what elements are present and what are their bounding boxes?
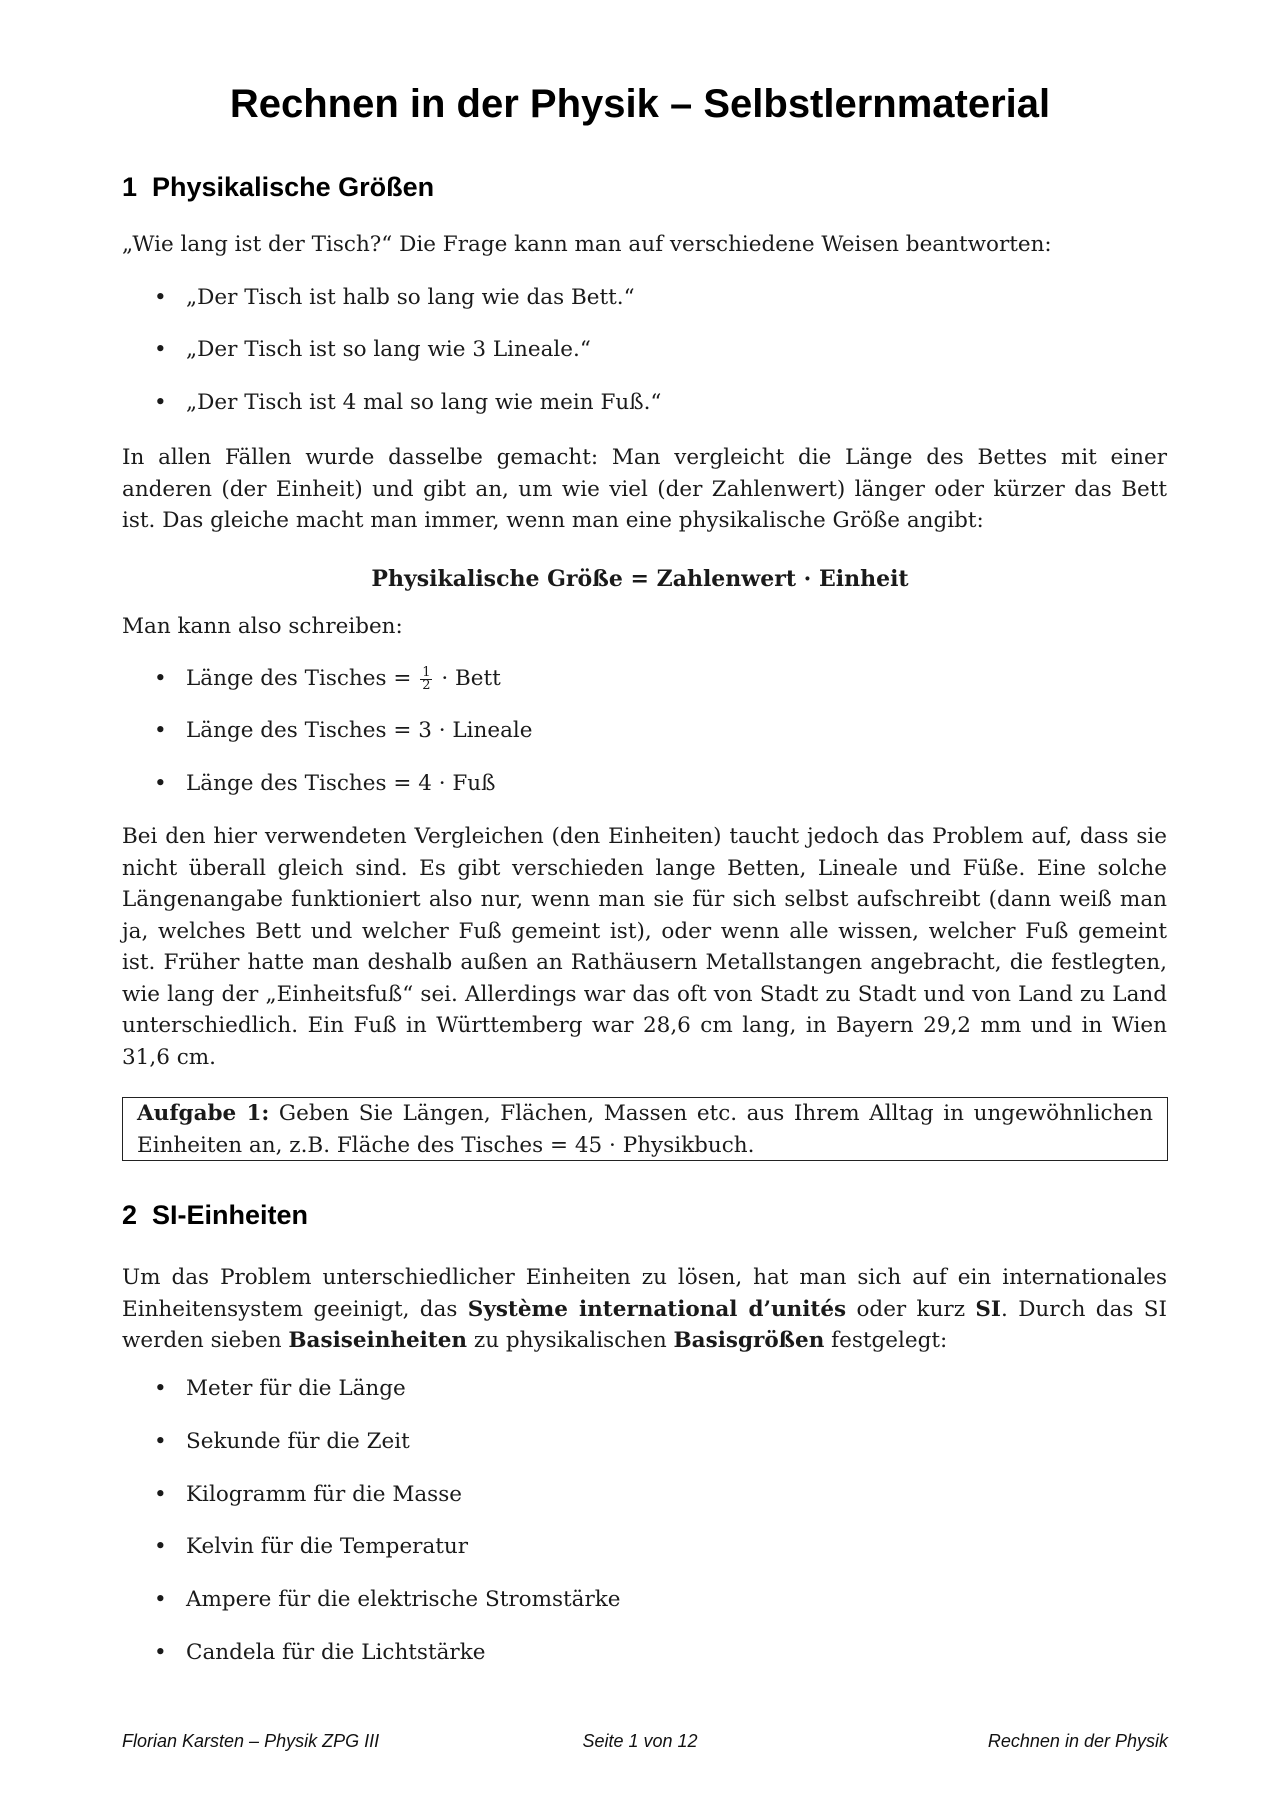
list-item-text: Sekunde für die Zeit: [186, 1429, 410, 1454]
list-item-text: Länge des Tisches = 4 · Fuß: [186, 771, 496, 796]
list-item-text: „Der Tisch ist halb so lang wie das Bett.“: [186, 285, 635, 310]
section-1-number: 1: [122, 172, 138, 202]
list-item: [154, 718, 533, 743]
section-1-heading: [122, 172, 434, 203]
footer-author: Florian Karsten – Physik ZPG III: [122, 1731, 380, 1751]
bullet-icon: •: [154, 718, 167, 743]
list-item-text: Länge des Tisches = 3 · Lineale: [186, 718, 533, 743]
task-text: Geben Sie Längen, Flächen, Massen etc. aus Ihrem Alltag in ungewöhnlichen Einheiten an, z.B. Fläche des Tisches = 45 · Physikbuch.: [137, 1101, 1153, 1158]
list-item: [154, 1534, 468, 1559]
list-item: [154, 1640, 485, 1665]
text-run-bold: Basiseinheiten: [288, 1328, 468, 1353]
list-item: [154, 285, 635, 310]
bullet-icon: •: [154, 337, 167, 362]
section-1-explanation: In allen Fällen wurde dasselbe gemacht: Man vergleicht die Länge des Bettes mit einer anderen (der Einheit) und gibt an, um wie viel (der Zahlenwert) länger oder kürzer das Bett ist. Das gleiche macht man immer, wenn man eine physikalische Größe angibt:: [122, 445, 1167, 533]
list-item-text: „Der Tisch ist so lang wie 3 Lineale.“: [186, 337, 591, 362]
list-item-text: „Der Tisch ist 4 mal so lang wie mein Fuß.“: [186, 390, 662, 415]
text-run: . Durch das SI werden sieben: [122, 1296, 1168, 1353]
list-item: [154, 337, 591, 362]
list-item-text: · Bett: [434, 666, 501, 691]
text-run-bold: SI: [975, 1296, 1001, 1322]
list-item: [154, 1376, 406, 1401]
list-item-text: Länge des Tisches =: [186, 666, 419, 691]
examples-lead: Man kann also schreiben:: [122, 614, 403, 639]
list-item-text: Kilogramm für die Masse: [186, 1482, 462, 1507]
task-label: Aufgabe 1:: [137, 1101, 270, 1126]
bullet-icon: •: [154, 1482, 167, 1507]
formula: Physikalische Größe = Zahlenwert · Einheit: [371, 566, 909, 592]
bullet-icon: •: [154, 285, 167, 310]
fraction: [420, 664, 432, 693]
section-1-intro: „Wie lang ist der Tisch?“ Die Frage kann man auf verschiedene Weisen beantworten:: [122, 232, 1052, 257]
bullet-icon: •: [154, 1534, 167, 1559]
text-run: Um das Problem unterschiedlicher Einheiten zu lösen, hat man sich auf ein internationales Einheitensystem geeinigt, das: [122, 1265, 1167, 1322]
text-run: festgelegt:: [824, 1328, 948, 1353]
footer-page-number: Seite 1 von 12: [582, 1731, 698, 1751]
section-2-number: 2: [122, 1200, 138, 1230]
document-title: Rechnen in der Physik – Selbstlernmaterial: [229, 82, 1051, 126]
list-item: [154, 1482, 462, 1507]
bullet-icon: •: [154, 771, 167, 796]
section-2-paragraph: [122, 1262, 1167, 1357]
section-1-title: Physikalische Größen: [152, 172, 435, 202]
list-item-text: Kelvin für die Temperatur: [186, 1534, 469, 1559]
text-run: zu physikalischen: [467, 1328, 674, 1353]
bullet-icon: •: [154, 390, 167, 415]
list-item: [154, 1587, 620, 1612]
fraction-denominator: 2: [422, 677, 431, 693]
list-item-text: Candela für die Lichtstärke: [186, 1640, 486, 1665]
bullet-icon: •: [154, 666, 167, 691]
section-1-paragraph: Bei den hier verwendeten Vergleichen (den Einheiten) taucht jedoch das Problem auf, dass sie nicht überall gleich sind. Es gibt verschieden lange Betten, Lineale und Füße. Eine solche Längenangabe funktioniert also nur, wenn man sie für sich selbst aufschreibt (dann weiß man ja, welches Bett und welcher Fuß gemeint ist), oder wenn alle wissen, welcher Fuß gemeint ist. Früher hatte man deshalb außen an Rathäusern Metallstangen angebracht, die festlegten, wie lang der „Einheitsfuß“ sei. Allerdings war das oft von Stadt zu Stadt und von Land zu Land unterschiedlich. Ein Fuß in Württemberg war 28,6 cm lang, in Bayern 29,2 mm und in Wien 31,6 cm.: [122, 824, 1167, 1070]
text-run-bold: Système international d’unités: [467, 1296, 847, 1322]
list-item-text: Meter für die Länge: [186, 1376, 406, 1401]
bullet-icon: •: [154, 1587, 167, 1612]
footer-doc-title: Rechnen in der Physik: [987, 1731, 1168, 1751]
list-item: [154, 771, 496, 796]
text-run: oder kurz: [846, 1296, 976, 1322]
section-2-heading: [122, 1200, 308, 1231]
task-box: [122, 1097, 1168, 1161]
section-2-title: SI-Einheiten: [152, 1200, 309, 1230]
fraction-numerator: 1: [422, 664, 431, 680]
bullet-icon: •: [154, 1429, 167, 1454]
list-item-text: Ampere für die elektrische Stromstärke: [186, 1587, 621, 1612]
list-item: [154, 1429, 410, 1454]
text-run-bold: Basisgrößen: [673, 1328, 825, 1353]
list-item: [154, 666, 501, 692]
bullet-icon: •: [154, 1640, 167, 1665]
list-item: [154, 390, 661, 415]
bullet-icon: •: [154, 1376, 167, 1401]
